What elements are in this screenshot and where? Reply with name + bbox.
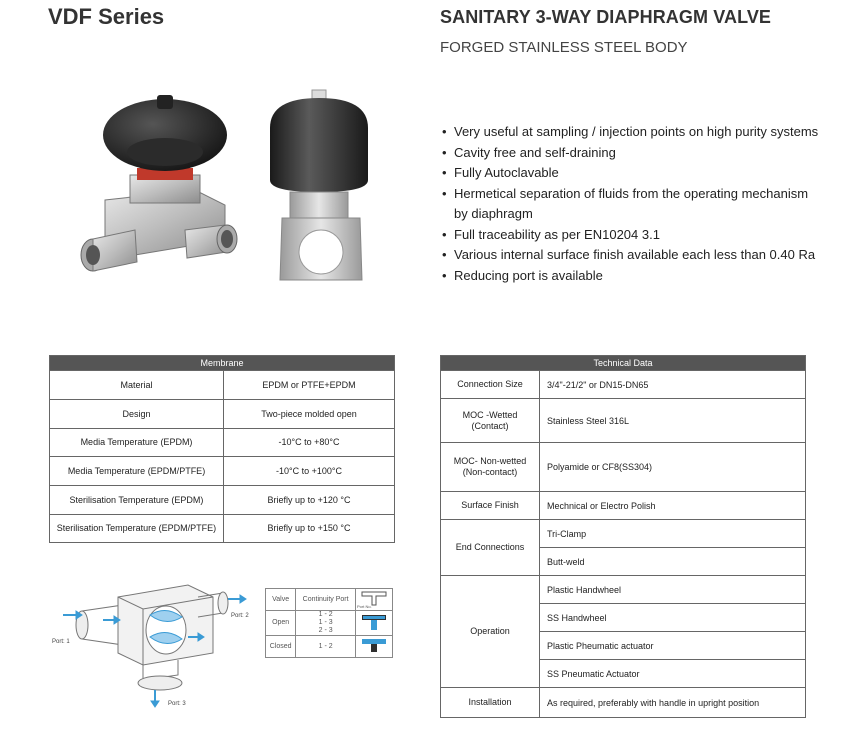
- product-subtitle: FORGED STAINLESS STEEL BODY: [440, 39, 688, 56]
- open-port-pair: 1 - 3: [318, 619, 333, 626]
- feature-item: • Very useful at sampling / injection points on high purity systems: [440, 122, 820, 143]
- moc-nonwetted-value: Polyamide or CF8(SS304): [540, 443, 806, 492]
- membrane-value: -10°C to +80°C: [224, 429, 395, 457]
- operation-value: SS Handwheel: [540, 604, 806, 632]
- feature-item: • Reducing port is available: [440, 266, 820, 287]
- technical-header: Technical Data: [441, 356, 806, 371]
- feature-item: • Fully Autoclavable: [440, 163, 820, 184]
- operation-value: SS Pneumatic Actuator: [540, 660, 806, 688]
- port3-label: Port: 3: [168, 701, 186, 707]
- connection-size-label: Connection Size: [441, 371, 540, 399]
- legend-open-label: Open: [266, 611, 296, 636]
- membrane-label: Material: [50, 371, 224, 400]
- membrane-label: Media Temperature (EPDM/PTFE): [50, 457, 224, 486]
- legend-valve-header: Valve: [266, 589, 296, 611]
- membrane-label: Sterilisation Temperature (EPDM): [50, 486, 224, 515]
- technical-data-table: [440, 355, 806, 718]
- membrane-value: Briefly up to +120 °C: [224, 486, 395, 515]
- end-connection-value: Tri-Clamp: [540, 520, 806, 548]
- connection-size-value: 3/4"-21/2" or DN15-DN65: [540, 371, 806, 399]
- port2-label: Port: 2: [231, 613, 249, 619]
- membrane-label: Sterilisation Temperature (EPDM/PTFE): [50, 515, 224, 543]
- end-connection-value: Butt-weld: [540, 548, 806, 576]
- open-port-pair: 1 - 2: [318, 611, 333, 618]
- membrane-value: -10°C to +100°C: [224, 457, 395, 486]
- pneumatic-valve-image: [262, 88, 377, 288]
- feature-item: • Full traceability as per EN10204 3.1: [440, 225, 820, 246]
- feature-item: • Hermetical separation of fluids from the operating mechanism by diaphragm: [440, 184, 820, 225]
- series-title: VDF Series: [48, 4, 165, 29]
- membrane-value: EPDM or PTFE+EPDM: [224, 371, 395, 400]
- surface-finish-label: Surface Finish: [441, 492, 540, 520]
- installation-label: Installation: [441, 688, 540, 718]
- membrane-value: Two-piece molded open: [224, 400, 395, 429]
- moc-nonwetted-label: MOC- Non-wetted (Non-contact): [441, 443, 540, 492]
- surface-finish-value: Mechnical or Electro Polish: [540, 492, 806, 520]
- legend-continuity-header: Continuity Port: [296, 589, 356, 611]
- membrane-table: [49, 355, 395, 543]
- membrane-label: Design: [50, 400, 224, 429]
- legend-open-ports: [296, 611, 356, 636]
- product-title: SANITARY 3-WAY DIAPHRAGM VALVE: [440, 7, 772, 27]
- end-connections-label: End Connections: [441, 520, 540, 576]
- membrane-header: Membrane: [50, 356, 395, 371]
- installation-value: As required, preferably with handle in upright position: [540, 688, 806, 718]
- port1-label: Port: 1: [52, 639, 70, 645]
- operation-value: Plastic Pheumatic actuator: [540, 632, 806, 660]
- closed-flow-icon: [359, 636, 389, 654]
- membrane-label: Media Temperature (EPDM): [50, 429, 224, 457]
- feature-item: • Cavity free and self-draining: [440, 143, 820, 164]
- operation-value: Plastic Handwheel: [540, 576, 806, 604]
- moc-wetted-value: Stainless Steel 316L: [540, 399, 806, 443]
- operation-label: Operation: [441, 576, 540, 688]
- legend-open-icon: [356, 611, 393, 636]
- membrane-value: Briefly up to +150 °C: [224, 515, 395, 543]
- port-number-label: Port No.: [357, 604, 372, 609]
- moc-wetted-label: MOC -Wetted (Contact): [441, 399, 540, 443]
- legend-closed-ports: 1 - 2: [296, 636, 356, 658]
- features-list: [440, 122, 820, 286]
- legend-closed-icon: [356, 636, 393, 658]
- legend-port-diagram: [356, 589, 393, 611]
- open-flow-icon: [359, 612, 389, 632]
- flow-diagram: [48, 575, 258, 715]
- manual-valve-image: [75, 90, 255, 285]
- feature-item: • Various internal surface finish available each less than 0.40 Ra: [440, 245, 820, 266]
- continuity-legend-table: [265, 588, 393, 658]
- open-port-pair: 2 - 3: [318, 627, 333, 634]
- legend-closed-label: Closed: [266, 636, 296, 658]
